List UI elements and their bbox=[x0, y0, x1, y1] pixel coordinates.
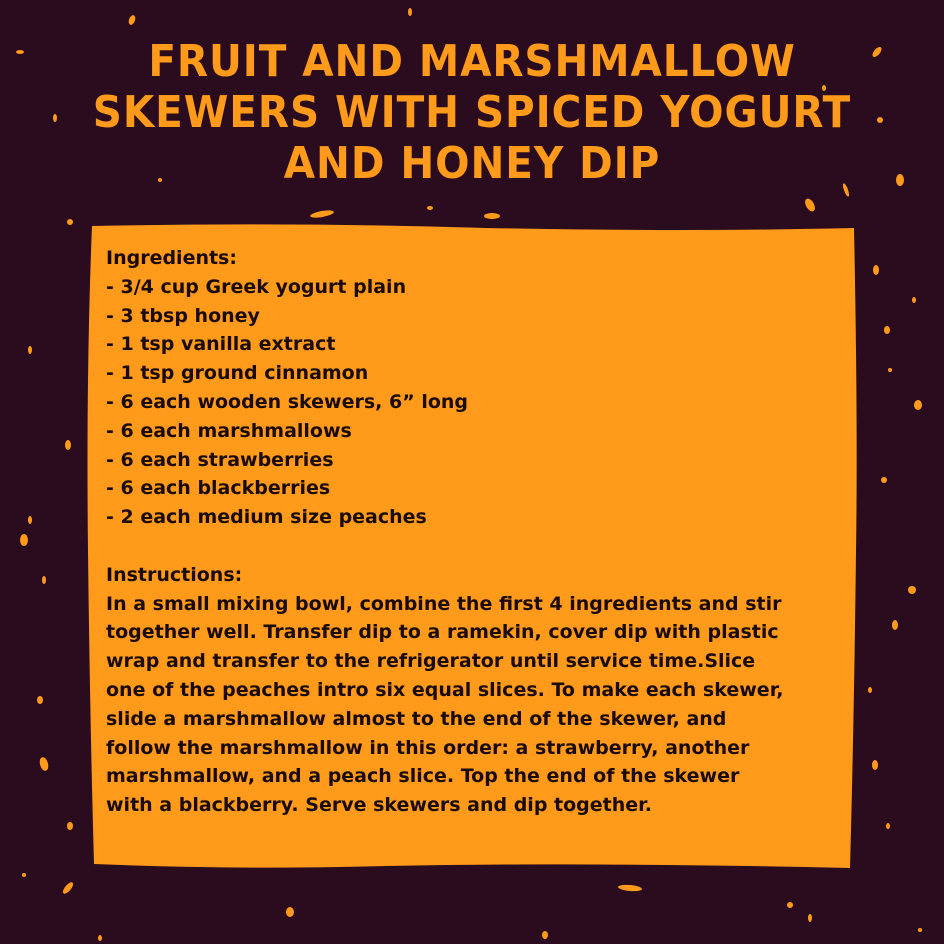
title-line: SKEWERS WITH SPICED YOGURT bbox=[92, 87, 852, 138]
ingredient-item: - 2 each medium size peaches bbox=[106, 506, 427, 529]
instructions-heading: Instructions: bbox=[106, 563, 243, 586]
recipe-title bbox=[75, 36, 870, 189]
ingredient-item: - 6 each blackberries bbox=[106, 477, 331, 500]
title-line: FRUIT AND MARSHMALLOW bbox=[148, 36, 796, 87]
ingredient-item: - 3/4 cup Greek yogurt plain bbox=[106, 275, 407, 298]
ingredient-item: - 1 tsp vanilla extract bbox=[106, 333, 336, 356]
section-spacer bbox=[106, 532, 796, 561]
ingredient-item: - 1 tsp ground cinnamon bbox=[106, 362, 369, 385]
ingredients-heading: Ingredients: bbox=[106, 247, 237, 269]
ingredient-item: - 6 each wooden skewers, 6” long bbox=[106, 390, 469, 413]
ingredient-item: - 6 each marshmallows bbox=[106, 419, 352, 442]
recipe-content bbox=[106, 244, 796, 820]
ingredient-item: - 3 tbsp honey bbox=[106, 304, 260, 327]
ingredient-item: - 6 each strawberries bbox=[106, 448, 334, 471]
title-line: AND HONEY DIP bbox=[283, 138, 661, 189]
instructions-text: In a small mixing bowl, combine the first 4 ingredients and stir together well. Transfer dip to a ramekin, cover dip with plastic wrap and transfer to the refrigerator until service time.Slice one of the peaches intro six equal slices. To make each skewer, slide a marshmallow almost to the end of the skewer, and follow the marshmallow in this order: a strawberry, another marshmallow, and a peach slice. Top the end of the skewer with a blackberry. Serve skewers and dip together. bbox=[106, 592, 784, 817]
